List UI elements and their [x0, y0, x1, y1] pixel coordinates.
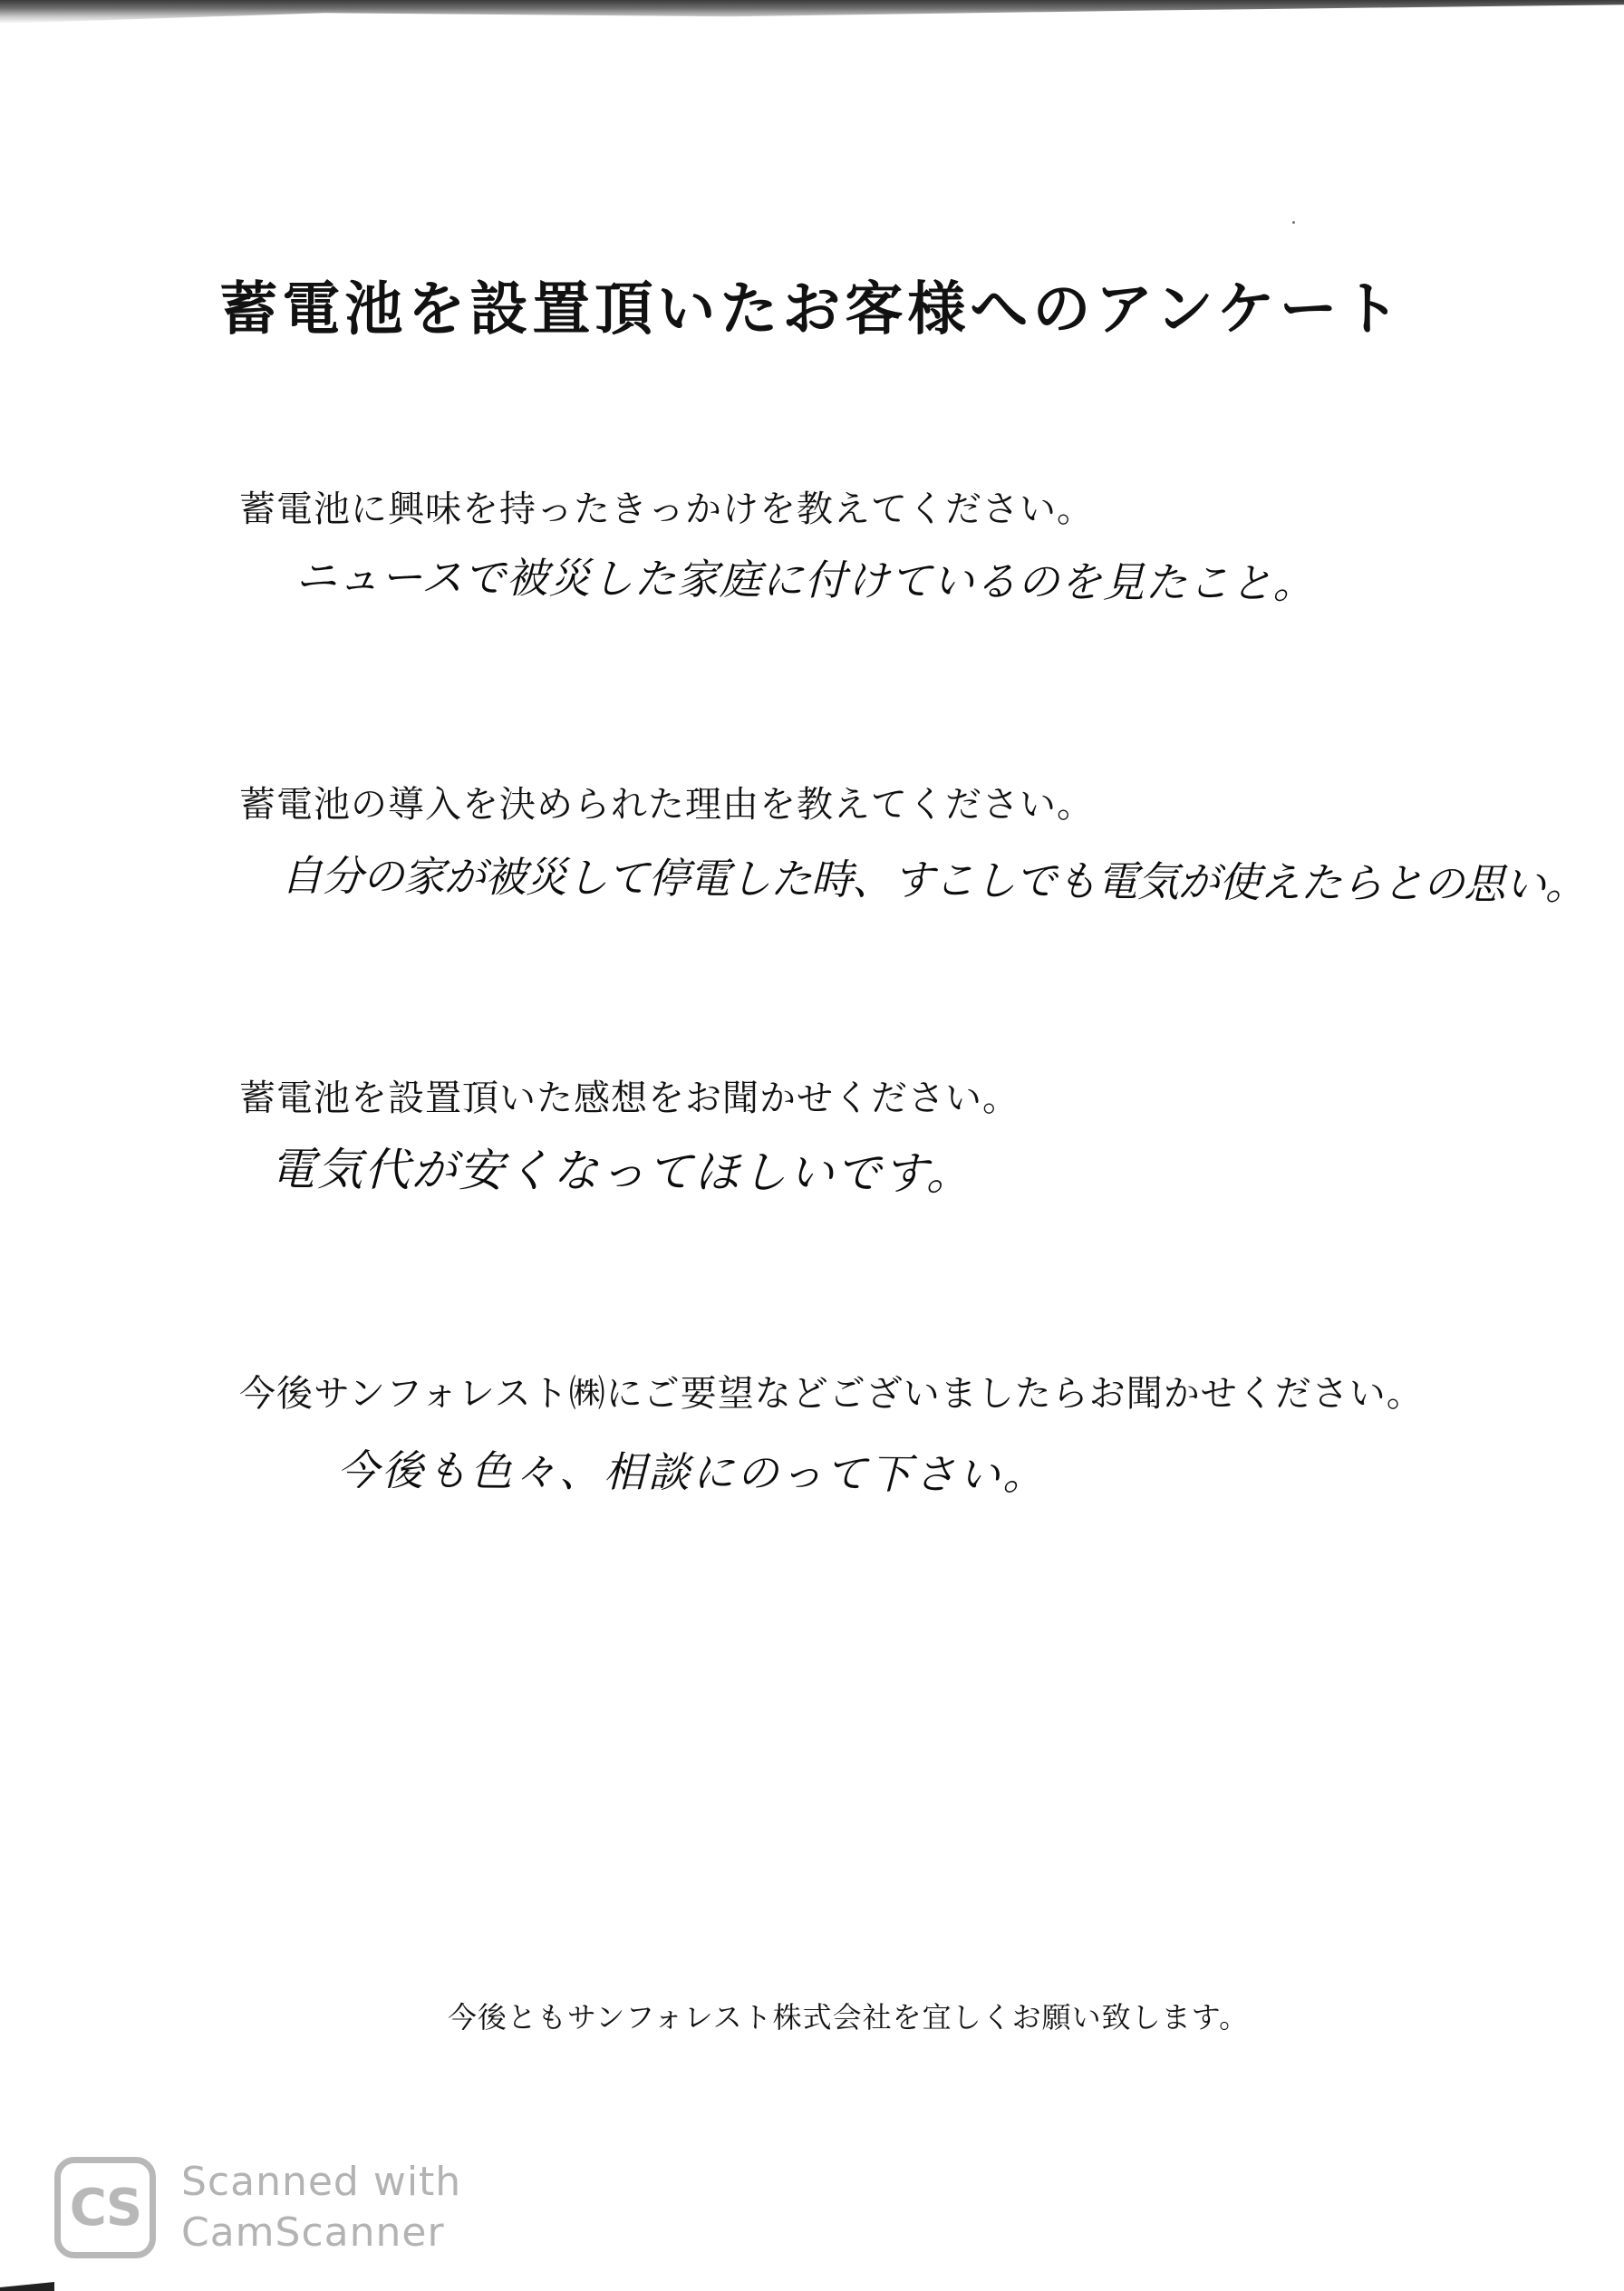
handwritten-answer-3: 電気代が安くなってほしいです。 — [269, 1143, 974, 1201]
question-1: 蓄電池に興味を持ったきっかけを教えてください。 — [239, 488, 1094, 530]
question-3: 蓄電池を設置頂いた感想をお聞かせください。 — [239, 1078, 1020, 1119]
handwritten-answer-1: ニュースで被災した家庭に付けているのを見たこと。 — [295, 552, 1316, 608]
question-4: 今後サンフォレスト㈱にご要望などございましたらお聞かせください。 — [239, 1373, 1424, 1415]
watermark-line-1: Scanned with — [181, 2159, 462, 2205]
closing-note: 今後ともサンフォレスト株式会社を宜しくお願い致します。 — [447, 2000, 1250, 2035]
page-title: 蓄電池を設置頂いたお客様へのアンケート — [219, 276, 1405, 343]
scan-corner-mark — [0, 2282, 54, 2291]
camscanner-watermark — [54, 2153, 461, 2262]
watermark-line-2: CamScanner — [181, 2209, 445, 2256]
scan-edge-shadow — [0, 0, 1624, 24]
handwritten-answer-2: 自分の家が被災して停電した時、すこしでも電気が使えたらとの思い。 — [280, 851, 1587, 910]
handwritten-answer-4: 今後も色々、相談にのって下さい。 — [336, 1445, 1048, 1500]
camscanner-logo-icon: CS — [54, 2157, 156, 2258]
watermark-text — [181, 2157, 461, 2258]
scan-speck — [1292, 221, 1295, 224]
question-2: 蓄電池の導入を決められた理由を教えてください。 — [239, 784, 1094, 826]
